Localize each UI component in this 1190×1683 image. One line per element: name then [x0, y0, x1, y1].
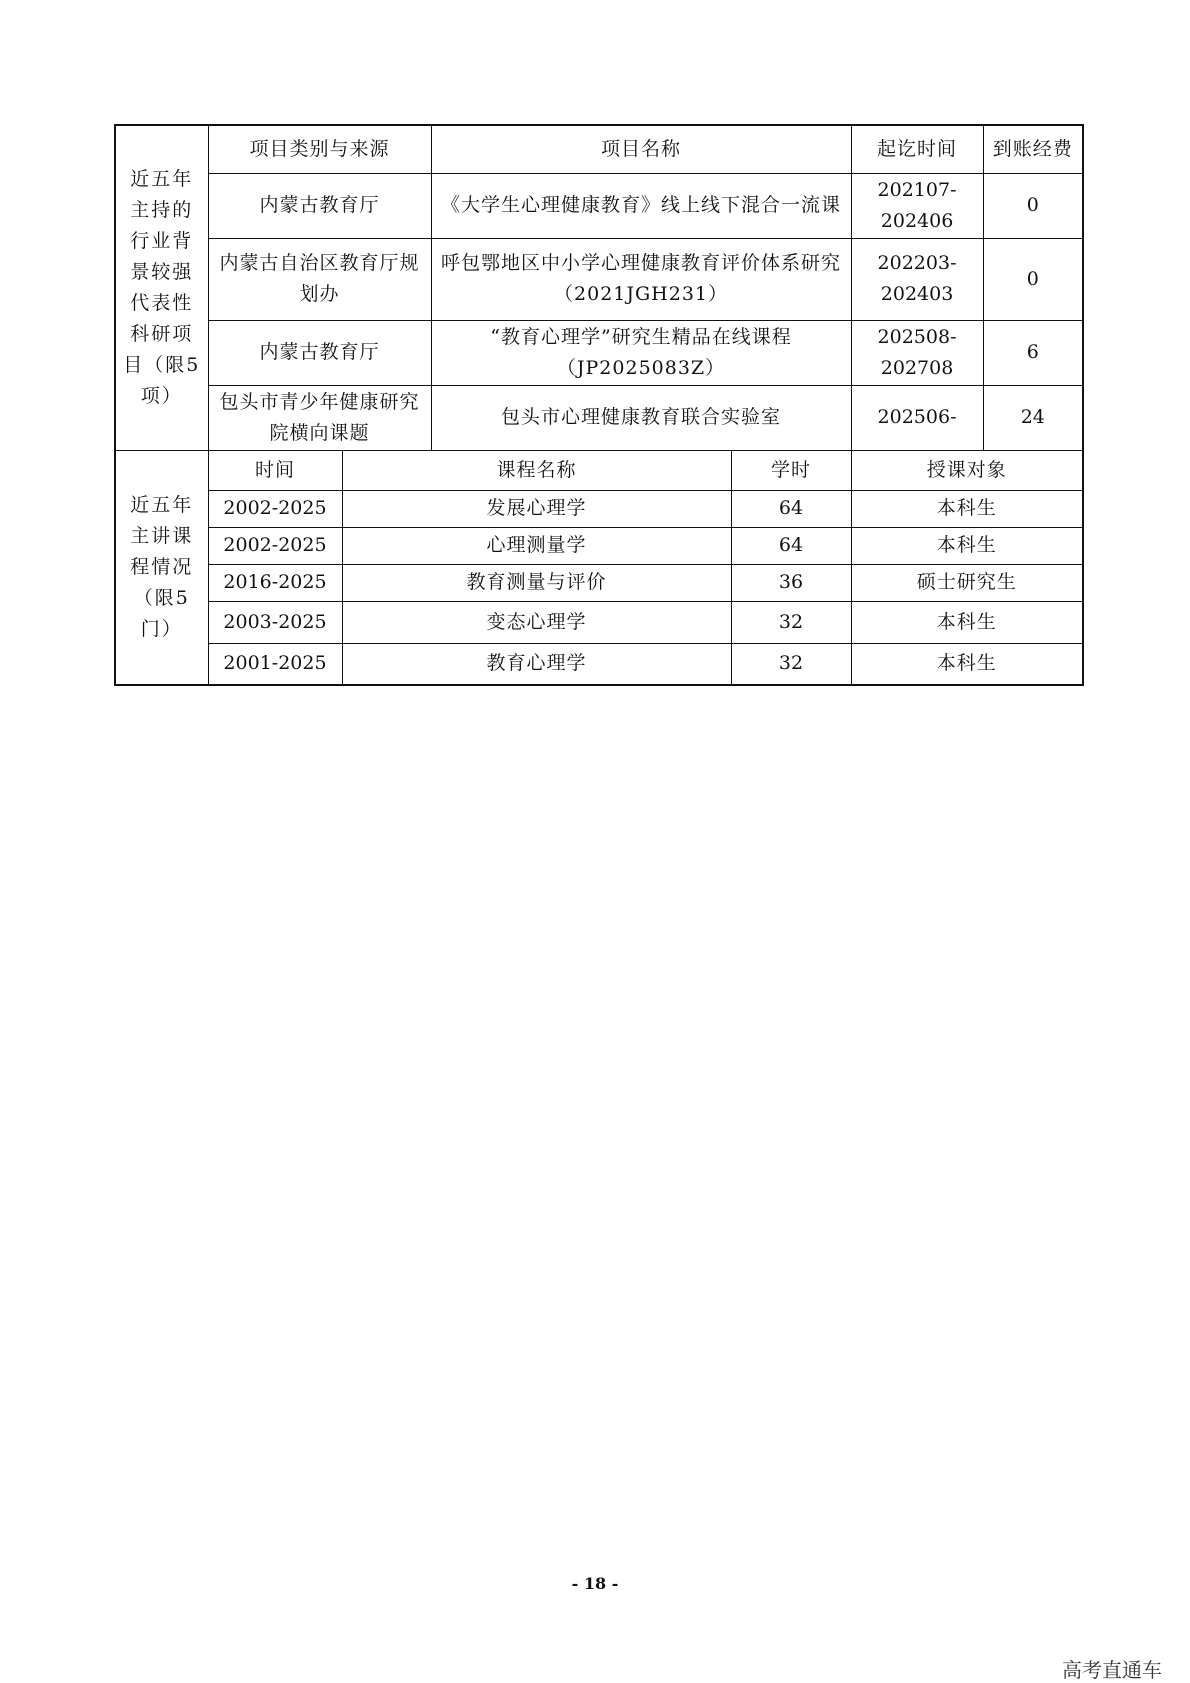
watermark-text: 高考直通车 — [1062, 1658, 1162, 1682]
project-period: 202508-202708 — [851, 320, 983, 385]
project-source: 内蒙古自治区教育厅规划办 — [208, 238, 431, 320]
project-source: 内蒙古教育厅 — [208, 173, 431, 238]
header-course-time: 时间 — [208, 450, 342, 490]
research-row — [115, 320, 1083, 385]
project-period: 202506- — [851, 385, 983, 450]
research-section-label: 近五年主持的行业背景较强代表性科研项目（限5项） — [115, 125, 208, 450]
research-row — [115, 238, 1083, 320]
research-header-row — [115, 125, 1083, 173]
course-hours: 32 — [731, 601, 851, 643]
project-course-table — [114, 124, 1084, 686]
course-hours: 64 — [731, 490, 851, 527]
project-name: “教育心理学”研究生精品在线课程（JP2025083Z） — [431, 320, 851, 385]
course-time: 2001-2025 — [208, 643, 342, 685]
course-row — [115, 527, 1083, 564]
course-row — [115, 601, 1083, 643]
course-hours: 64 — [731, 527, 851, 564]
project-source: 包头市青少年健康研究院横向课题 — [208, 385, 431, 450]
course-time: 2002-2025 — [208, 490, 342, 527]
course-audience: 本科生 — [851, 490, 1083, 527]
page-number: - 18 - — [571, 1574, 619, 1593]
project-funding: 0 — [983, 173, 1083, 238]
project-funding: 0 — [983, 238, 1083, 320]
course-audience: 本科生 — [851, 527, 1083, 564]
course-row — [115, 490, 1083, 527]
header-course-audience: 授课对象 — [851, 450, 1083, 490]
course-name: 教育测量与评价 — [342, 564, 731, 601]
course-header-row — [115, 450, 1083, 490]
header-project-funding: 到账经费 — [983, 125, 1083, 173]
research-row — [115, 173, 1083, 238]
project-funding: 6 — [983, 320, 1083, 385]
course-hours: 32 — [731, 643, 851, 685]
project-name: 包头市心理健康教育联合实验室 — [431, 385, 851, 450]
course-audience: 硕士研究生 — [851, 564, 1083, 601]
research-row — [115, 385, 1083, 450]
header-course-hours: 学时 — [731, 450, 851, 490]
course-time: 2003-2025 — [208, 601, 342, 643]
project-source: 内蒙古教育厅 — [208, 320, 431, 385]
project-period: 202203-202403 — [851, 238, 983, 320]
project-funding: 24 — [983, 385, 1083, 450]
header-project-name: 项目名称 — [431, 125, 851, 173]
course-name: 发展心理学 — [342, 490, 731, 527]
course-time: 2002-2025 — [208, 527, 342, 564]
project-name: 《大学生心理健康教育》线上线下混合一流课 — [431, 173, 851, 238]
course-section-label: 近五年主讲课程情况（限5门） — [115, 450, 208, 685]
header-project-period: 起讫时间 — [851, 125, 983, 173]
project-period: 202107-202406 — [851, 173, 983, 238]
course-row — [115, 643, 1083, 685]
course-hours: 36 — [731, 564, 851, 601]
header-project-source: 项目类别与来源 — [208, 125, 431, 173]
course-name: 变态心理学 — [342, 601, 731, 643]
course-audience: 本科生 — [851, 643, 1083, 685]
project-name: 呼包鄂地区中小学心理健康教育评价体系研究（2021JGH231） — [431, 238, 851, 320]
course-name: 教育心理学 — [342, 643, 731, 685]
course-time: 2016-2025 — [208, 564, 342, 601]
course-row — [115, 564, 1083, 601]
course-audience: 本科生 — [851, 601, 1083, 643]
header-course-name: 课程名称 — [342, 450, 731, 490]
course-name: 心理测量学 — [342, 527, 731, 564]
